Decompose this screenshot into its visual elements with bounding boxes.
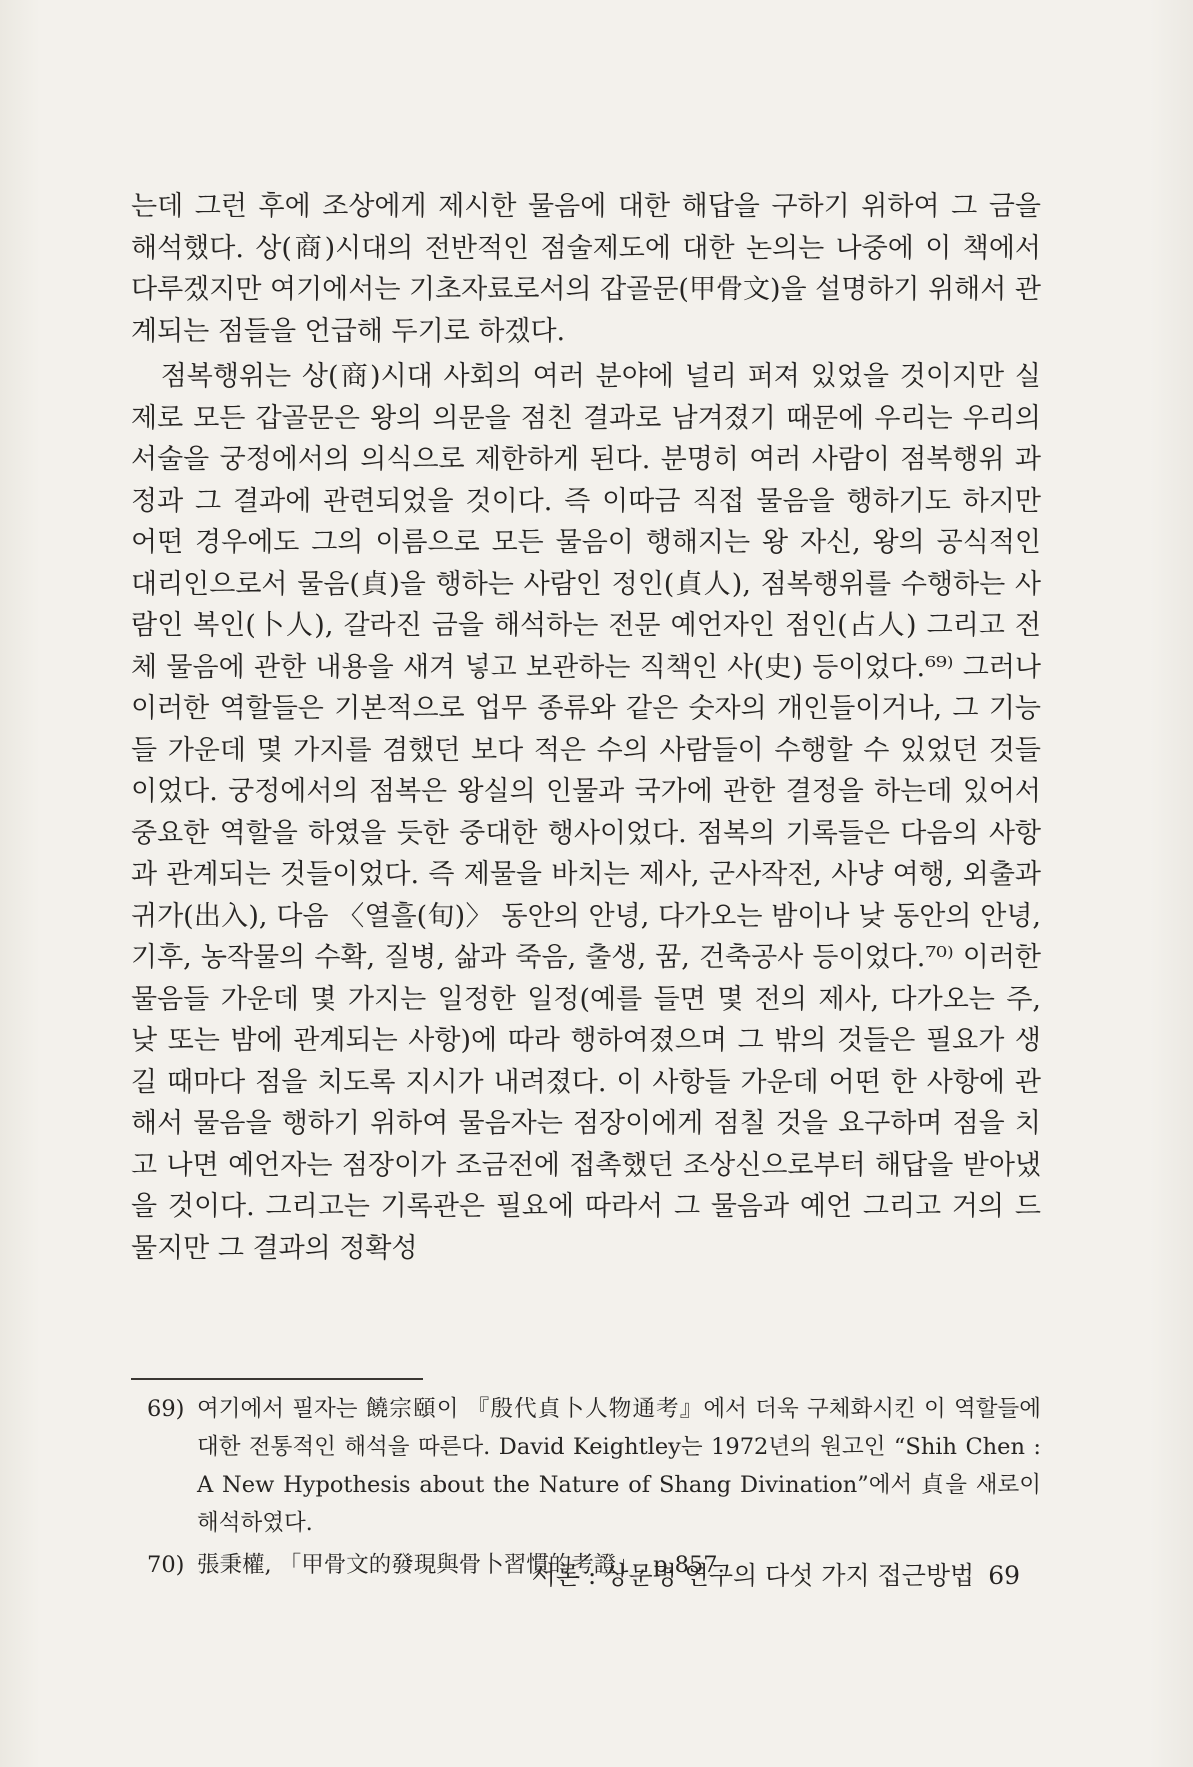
paragraph-2: 점복행위는 상(商)시대 사회의 여러 분야에 널리 퍼져 있었을 것이지만 실제로 모든 갑골문은 왕의 의문을 점친 결과로 남겨졌기 때문에 우리는 우리의 서술을 궁정에서의 의식으로 제한하게 된다. 분명히 여러 사람이 점복행위 과정과 그 결과에 관련되었을 것이다. 즉 이따금 직접 물음을 행하기도 하지만 어떤 경우에도 그의 이름으로 모든 물음이 행해지는 왕 자신, 왕의 공식적인 대리인으로서 물음(貞)을 행하는 사람인 정인(貞人), 점복행위를 수행하는 사람인 복인(卜人), 갈라진 금을 해석하는 전문 예언자인 점인(占人) 그리고 전체 물음에 관한 내용을 새겨 넣고 보관하는 직책인 사(史) 등이었다.⁶⁹⁾ 그러나 이러한 역할들은 기본적으로 업무 종류와 같은 숫자의 개인들이거나, 그 기능들 가운데 몇 가지를 겸했던 보다 적은 수의 사람들이 수행할 수 있었던 것들이었다. 궁정에서의 점복은 왕실의 인물과 국가에 관한 결정을 하는데 있어서 중요한 역할을 하였을 듯한 중대한 행사이었다. 점복의 기록들은 다음의 사항과 관계되는 것들이었다. 즉 제물을 바치는 제사, 군사작전, 사냥 여행, 외출과 귀가(出入), 다음 〈열흘(旬)〉 동안의 안녕, 다가오는 밤이나 낮 동안의 안녕, 기후, 농작물의 수확, 질병, 삶과 죽음, 출생, 꿈, 건축공사 등이었다.⁷⁰⁾ 이러한 물음들 가운데 몇 가지는 일정한 일정(예를 들면 몇 전의 제사, 다가오는 주, 낮 또는 밤에 관계되는 사항)에 따라 행하여졌으며 그 밖의 것들은 필요가 생길 때마다 점을 치도록 지시가 내려졌다. 이 사항들 가운데 어떤 한 사항에 관해서 물음을 행하기 위하여 물음자는 점장이에게 점칠 것을 요구하며 점을 치고 나면 예언자는 점장이가 조금전에 접촉했던 조상신으로부터 해답을 받아냈을 것이다. 그리고는 기록관은 필요에 따라서 그 물음과 예언 그리고 거의 드물지만 그 결과의 정확성 xyxy=(131,361,1041,1264)
footnote-text: 여기에서 필자는 饒宗頤이 『殷代貞卜人物通考』에서 더욱 구체화시킨 이 역할들에 대한 전통적인 해석을 따른다. David Keightley는 1972년의 원고인 “Shih Chen : A New Hypothesis about the Nature of Shang Divination”에서 貞을 새로이 해석하였다. xyxy=(197,1396,1041,1536)
page-number: 69 xyxy=(988,1561,1020,1590)
footnote-number: 70) xyxy=(147,1552,185,1578)
page-footer xyxy=(490,1556,1020,1592)
footnote-number: 69) xyxy=(147,1396,185,1422)
footnote-69 xyxy=(131,1390,1041,1542)
paragraph-1: 는데 그런 후에 조상에게 제시한 물음에 대한 해답을 구하기 위하여 그 금을 해석했다. 상(商)시대의 전반적인 점술제도에 대한 논의는 나중에 이 책에서 다루겠지만 여기에서는 기초자료로서의 갑골문(甲骨文)을 설명하기 위해서 관계되는 점들을 언급해 두기로 하겠다. xyxy=(131,191,1041,347)
footnote-text: 張秉權, 「甲骨文的發現與骨卜習慣的考證」, p.857. xyxy=(197,1552,725,1578)
running-title: 서론 : 상문명 연구의 다섯 가지 접근방법 xyxy=(531,1561,975,1590)
footnote-divider xyxy=(131,1378,423,1380)
main-text xyxy=(131,186,1041,1269)
